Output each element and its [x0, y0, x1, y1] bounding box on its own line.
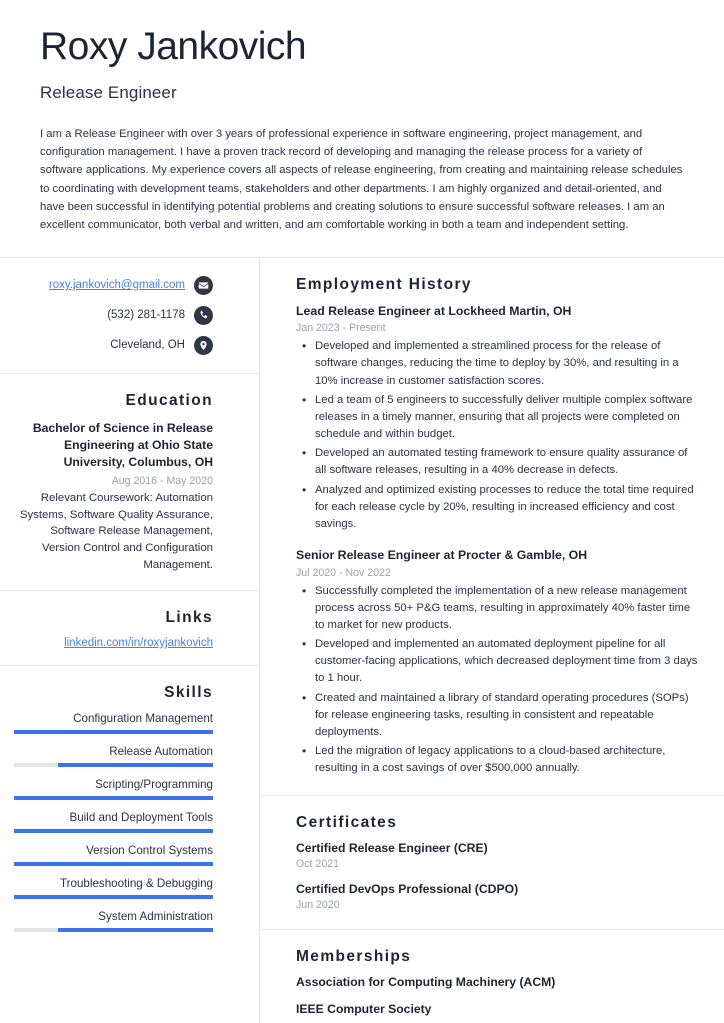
employment-section [260, 258, 724, 796]
contact-email-row[interactable] [14, 276, 213, 295]
skill-name: Version Control Systems [86, 844, 213, 858]
certificate-name: Certified Release Engineer (CRE) [296, 841, 488, 856]
candidate-job-title: Release Engineer [40, 82, 177, 102]
certificates-section [260, 795, 724, 929]
contact-location: Cleveland, OH [110, 339, 185, 352]
certificates-heading: Certificates [296, 814, 398, 832]
job-bullet: • Created and maintained a library of standard operating procedures (SOPs) for release engineering tasks, resulting in consistent and repeatable deployments. [296, 690, 698, 741]
certificate-entry [296, 882, 698, 911]
links-section [0, 590, 259, 665]
skill-bar-fill [14, 730, 213, 734]
skill-item [14, 778, 213, 800]
memberships-section [260, 929, 724, 1023]
job-bullet-list [296, 583, 698, 778]
employment-entry [296, 547, 698, 777]
job-bullet-list [296, 338, 698, 533]
skill-level-bar [14, 862, 213, 866]
contact-email[interactable]: roxy.jankovich@gmail.com [48, 279, 185, 292]
job-date-range: Jul 2020 - Nov 2022 [296, 566, 391, 579]
skill-bar-fill [58, 763, 213, 767]
skill-level-bar [14, 730, 213, 734]
employment-list [296, 303, 698, 778]
job-bullet: • Led a team of 5 engineers to successfully deliver multiple complex software releases in a timely manner, ensuring that all projects were completed on schedule and within budget. [296, 392, 698, 443]
skill-item [14, 712, 213, 734]
link-linkedin[interactable]: linkedin.com/in/roxyjankovich [64, 637, 213, 650]
education-degree: Bachelor of Science in Release Engineering at Ohio State University, Columbus, OH [32, 420, 213, 470]
job-role: Senior Release Engineer at Procter & Gamble, OH [296, 547, 588, 562]
skill-item [14, 877, 213, 899]
certificates-list [296, 841, 698, 911]
skill-item [14, 745, 213, 767]
skills-section [0, 665, 259, 950]
job-bullet: • Developed an automated testing framework to ensure quality assurance of all software releases, resulting in a 40% decrease in defects. [296, 445, 698, 479]
education-description: Relevant Coursework: Automation Systems, Software Quality Assurance, Software Release Management, Version Control and Configuration Management. [19, 491, 213, 572]
skill-name: Scripting/Programming [95, 778, 213, 792]
links-heading: Links [165, 609, 213, 627]
job-bullet: • Successfully completed the implementation of a new release management process across 50+ P&G teams, resulting in approximately 40% faster time to market for new products. [296, 583, 698, 634]
education-heading: Education [125, 391, 213, 409]
job-bullet: • Developed and implemented an automated deployment pipeline for all customer-facing applications, which decreased deployment time from 3 days to 1 hour. [296, 636, 698, 687]
skill-bar-track [14, 928, 58, 932]
skill-bar-fill [14, 862, 213, 866]
memberships-heading: Memberships [296, 948, 412, 966]
certificate-entry [296, 841, 698, 870]
skill-item [14, 811, 213, 833]
contact-phone-row[interactable] [14, 306, 213, 325]
skill-item [14, 844, 213, 866]
membership-entry: IEEE Computer Society [296, 1002, 432, 1017]
resume-header [0, 0, 724, 235]
envelope-icon [194, 276, 213, 295]
certificate-date: Oct 2021 [296, 858, 339, 871]
employment-entry [296, 303, 698, 533]
skill-level-bar [14, 829, 213, 833]
sidebar-column [0, 258, 260, 1023]
skill-level-bar [14, 895, 213, 899]
skill-level-bar [14, 763, 213, 767]
job-bullet: • Led the migration of legacy applications to a cloud-based architecture, resulting in a cost savings of over $500,000 annually. [296, 743, 698, 777]
skill-name: System Administration [98, 910, 213, 924]
main-column [260, 258, 724, 1023]
education-section [0, 373, 259, 590]
candidate-name: Roxy Jankovich [40, 25, 307, 68]
professional-summary: I am a Release Engineer with over 3 years of professional experience in software engineering, project management, and configuration management. I have a proven track record of developing and managing the release process for a variety of software applications. My experience covers all aspects of release engineering, from creating and maintaining release schedules to coordinating with development teams, stakeholders and other departments. I am highly organized and detail-oriented, and have been successful in identifying potential problems and creating solutions to ensure successful software releases. I am an excellent communicator, both verbal and written, and am comfortable working in both a team and independent setting. [40, 127, 683, 232]
membership-entry: Association for Computing Machinery (ACM) [296, 975, 556, 990]
skill-bar-track [14, 763, 58, 767]
skill-bar-fill [14, 796, 213, 800]
education-date: Aug 2016 - May 2020 [111, 474, 213, 487]
skill-bar-fill [14, 829, 213, 833]
job-date-range: Jan 2023 - Present [296, 322, 386, 335]
contact-section [0, 258, 259, 373]
skill-bar-fill [58, 928, 213, 932]
contact-phone: (532) 281-1178 [107, 309, 185, 322]
skill-name: Troubleshooting & Debugging [60, 877, 213, 891]
skill-name: Release Automation [109, 745, 213, 759]
skill-name: Build and Deployment Tools [69, 811, 213, 825]
job-role: Lead Release Engineer at Lockheed Martin, OH [296, 303, 572, 318]
phone-icon [194, 306, 213, 325]
skill-item [14, 910, 213, 932]
employment-heading: Employment History [296, 275, 472, 293]
skill-level-bar [14, 928, 213, 932]
resume-body [0, 258, 724, 1023]
skills-list [14, 712, 213, 932]
certificate-date: Jun 2020 [296, 899, 340, 912]
job-bullet: • Developed and implemented a streamlined process for the release of software changes, reducing the time to deploy by 30%, and resulting in a 10% increase in customer satisfaction scores. [296, 338, 698, 389]
certificate-name: Certified DevOps Professional (CDPO) [296, 882, 519, 897]
skill-bar-fill [14, 895, 213, 899]
memberships-list [296, 975, 698, 1016]
contact-location-row [14, 336, 213, 355]
map-pin-icon [194, 336, 213, 355]
skill-name: Configuration Management [73, 712, 213, 726]
skills-heading: Skills [164, 684, 213, 702]
skill-level-bar [14, 796, 213, 800]
job-bullet: • Analyzed and optimized existing processes to reduce the total time required for each release cycle by 20%, resulting in increased efficiency and cost savings. [296, 482, 698, 533]
